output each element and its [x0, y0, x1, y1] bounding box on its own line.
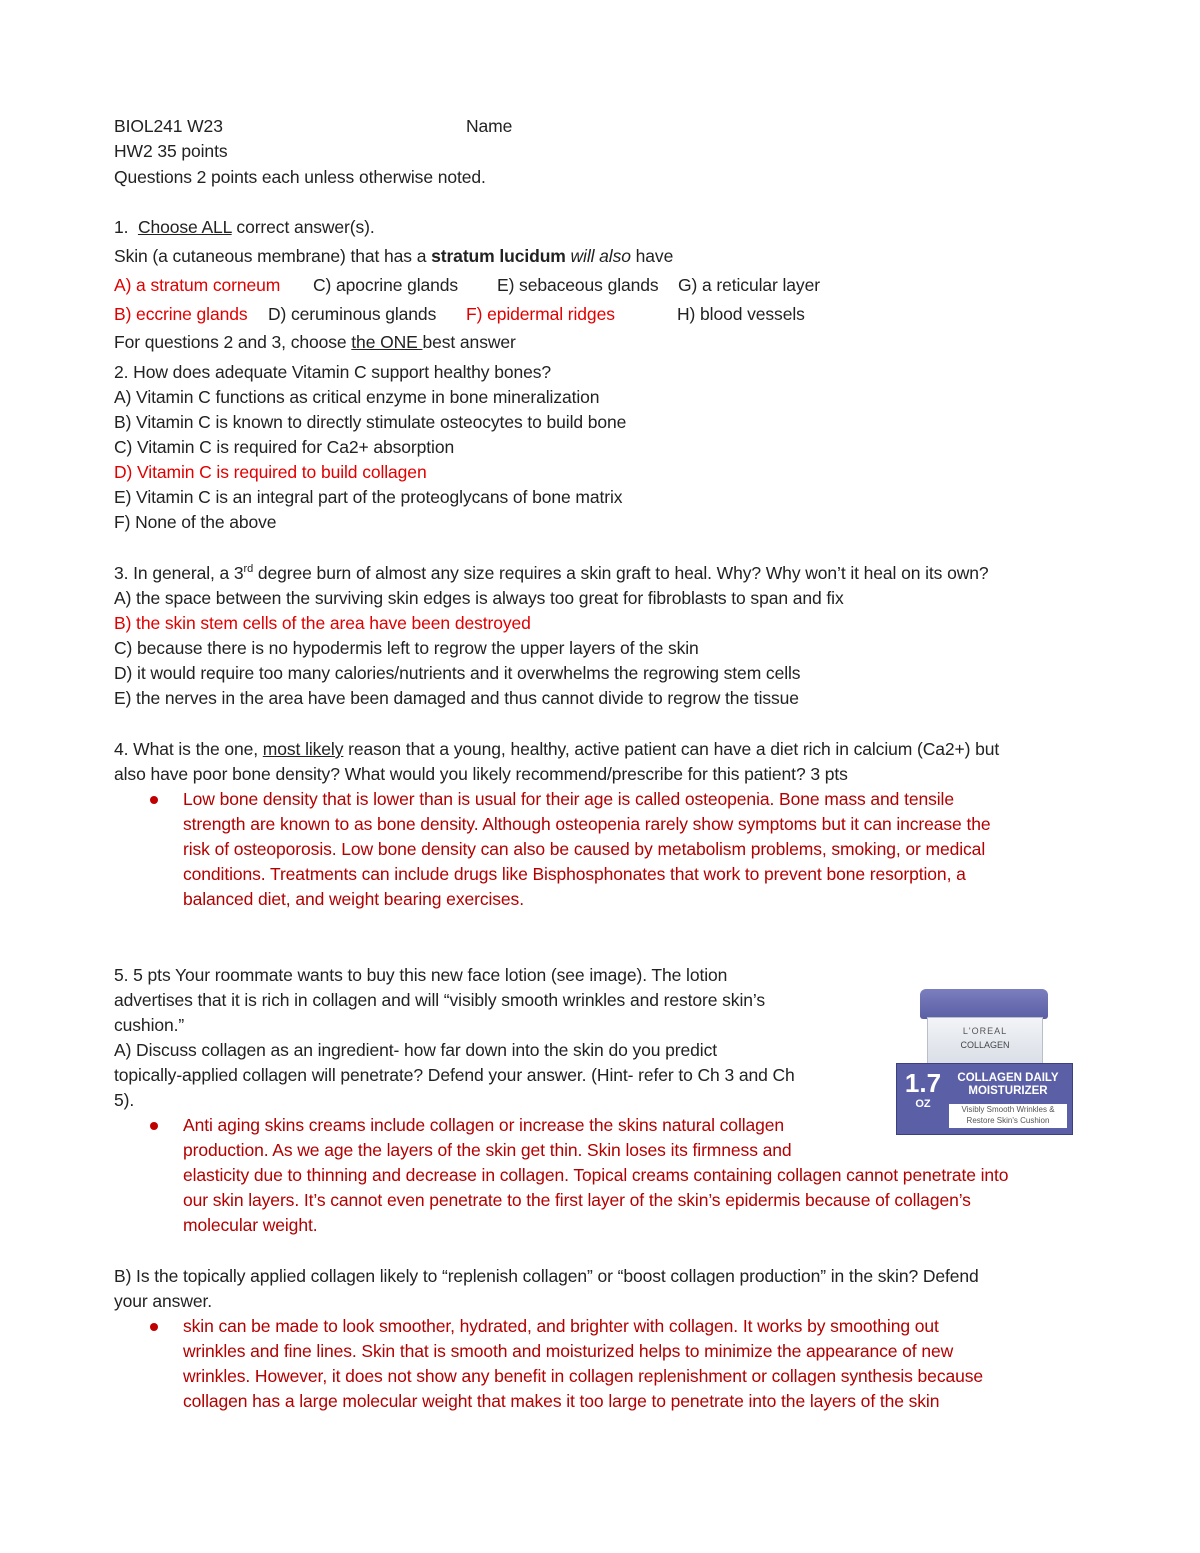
q5a-answer-line: our skin layers. It’s cannot even penetrate to the first layer of the skin’s epidermis because of collagen’s [183, 1190, 971, 1210]
q5b-answer-line: skin can be made to look smoother, hydrated, and brighter with collagen. It works by smoothing out [183, 1316, 939, 1336]
q2-option-b: B) Vitamin C is known to directly stimulate osteocytes to build bone [114, 412, 627, 432]
q3-pre: 3. In general, a 3 [114, 563, 244, 583]
size-unit: OZ [915, 1098, 931, 1110]
q4-bullet-icon [150, 796, 158, 804]
q3-question [114, 561, 989, 586]
q23-note-post: best answer [422, 332, 516, 352]
size-number: 1.7 [904, 1068, 942, 1098]
q4-answer-line: conditions. Treatments can include drugs like Bisphosphonates that work to prevent bone resorption, a [183, 864, 966, 884]
q5a-answer-line: elasticity due to thinning and decrease in collagen. Topical creams containing collagen cannot penetrate into [183, 1165, 1009, 1185]
product-subtitle: Visibly Smooth Wrinkles & Restore Skin's Cushion [949, 1104, 1067, 1128]
q5-line: 5). [114, 1090, 135, 1110]
q5a-answer-line: Anti aging skins creams include collagen or increase the skins natural collagen [183, 1115, 785, 1135]
q5b-bullet-icon [150, 1323, 158, 1331]
q5b-question: B) Is the topically applied collagen likely to “replenish collagen” or “boost collagen production” in the skin? Defend [114, 1266, 979, 1286]
product-box [896, 1063, 1073, 1135]
q23-note-underlined: the ONE [351, 332, 423, 352]
q2-option-c: C) Vitamin C is required for Ca2+ absorption [114, 437, 455, 457]
q1-number: 1. [114, 217, 129, 237]
size-badge [901, 1068, 945, 1128]
q4-question-line2: also have poor bone density? What would you likely recommend/prescribe for this patient? 3 pts [114, 764, 848, 784]
q1-option-d: D) ceruminous glands [268, 304, 437, 324]
q1-stem-italic: will also [565, 246, 631, 266]
course-code: BIOL241 W23 [114, 116, 223, 136]
q4-most-likely: most likely [262, 739, 344, 759]
q5-line: A) Discuss collagen as an ingredient- how far down into the skin do you predict [114, 1040, 717, 1060]
q3-option-a: A) the space between the surviving skin edges is always too great for fibroblasts to span and fix [114, 588, 844, 608]
q4-answer-line: strength are known to as bone density. Although osteopenia rarely show symptoms but it can increase the [183, 814, 991, 834]
q2-question: 2. How does adequate Vitamin C support healthy bones? [114, 362, 552, 382]
q5-line: advertises that it is rich in collagen and will “visibly smooth wrinkles and restore skin’s [114, 990, 765, 1010]
q5a-answer-line: molecular weight. [183, 1215, 318, 1235]
q1-option-b: B) eccrine glands [114, 304, 248, 324]
product-title: COLLAGEN DAILY MOISTURIZER [957, 1072, 1059, 1097]
q1-stem-a: Skin (a cutaneous membrane) that has a [114, 246, 432, 266]
name-label: Name [466, 116, 513, 136]
q2-option-f: F) None of the above [114, 512, 277, 532]
jar-lid [920, 989, 1048, 1019]
collagen-moisturizer-image [896, 987, 1071, 1137]
q2-option-e: E) Vitamin C is an integral part of the proteoglycans of bone matrix [114, 487, 623, 507]
jar-brand-label: L'OREAL [962, 1026, 1008, 1036]
instructions: Questions 2 points each unless otherwise noted. [114, 167, 486, 187]
q3-post: degree burn of almost any size requires a skin graft to heal. Why? Why won’t it heal on its own? [253, 563, 989, 583]
q4-post: reason that a young, healthy, active patient can have a diet rich in calcium (Ca2+) but [343, 739, 1000, 759]
q23-note [114, 330, 516, 355]
q3-option-c: C) because there is no hypodermis left to regrow the upper layers of the skin [114, 638, 699, 658]
q1-choose-all: Choose ALL [137, 217, 232, 237]
q4-answer-line: balanced diet, and weight bearing exercises. [183, 889, 524, 909]
q2-option-a: A) Vitamin C functions as critical enzyme in bone mineralization [114, 387, 600, 407]
q4-answer-line: Low bone density that is lower than is usual for their age is called osteopenia. Bone mass and tensile [183, 789, 954, 809]
q1-option-h: H) blood vessels [677, 304, 805, 324]
q1-stem-bold: stratum lucidum [431, 246, 566, 266]
hw-title: HW2 35 points [114, 141, 228, 161]
q5a-answer-line: production. As we age the layers of the skin get thin. Skin loses its firmness and [183, 1140, 792, 1160]
q1-option-a: A) a stratum corneum [114, 275, 281, 295]
q5b-question: your answer. [114, 1291, 213, 1311]
jar-name-label: COLLAGEN [960, 1040, 1010, 1050]
q5b-answer-line: collagen has a large molecular weight that makes it too large to penetrate into the layers of the skin [183, 1391, 940, 1411]
q3-option-b: B) the skin stem cells of the area have been destroyed [114, 613, 531, 633]
q5b-answer-line: wrinkles. However, it does not show any benefit in collagen replenishment or collagen synthesis because [183, 1366, 984, 1386]
q1-prompt [114, 215, 375, 240]
q4-question-line1 [114, 737, 999, 762]
q1-stem [114, 244, 673, 269]
q3-option-d: D) it would require too many calories/nutrients and it overwhelms the regrowing stem cells [114, 663, 801, 683]
q2-option-d: D) Vitamin C is required to build collagen [114, 462, 427, 482]
q4-answer-line: risk of osteoporosis. Low bone density can also be caused by metabolism problems, smoking, or medical [183, 839, 986, 859]
q1-stem-end: have [630, 246, 674, 266]
q1-option-f: F) epidermal ridges [466, 304, 615, 324]
q5a-bullet-icon [150, 1122, 158, 1130]
q5-line: topically-applied collagen will penetrate? Defend your answer. (Hint- refer to Ch 3 and Ch [114, 1065, 795, 1085]
q1-option-e: E) sebaceous glands [497, 275, 659, 295]
q3-sup: rd [243, 563, 254, 575]
q5b-answer-line: wrinkles and fine lines. Skin that is smooth and moisturized helps to minimize the appearance of new [183, 1341, 954, 1361]
q1-option-c: C) apocrine glands [313, 275, 459, 295]
q5-line: 5. 5 pts Your roommate wants to buy this new face lotion (see image). The lotion [114, 965, 728, 985]
q23-note-pre: For questions 2 and 3, choose [114, 332, 352, 352]
q3-option-e: E) the nerves in the area have been damaged and thus cannot divide to regrow the tissue [114, 688, 799, 708]
q1-prompt-rest: correct answer(s). [231, 217, 375, 237]
q4-pre: 4. What is the one, [114, 739, 263, 759]
q5-line: cushion.” [114, 1015, 185, 1035]
q1-option-g: G) a reticular layer [678, 275, 820, 295]
